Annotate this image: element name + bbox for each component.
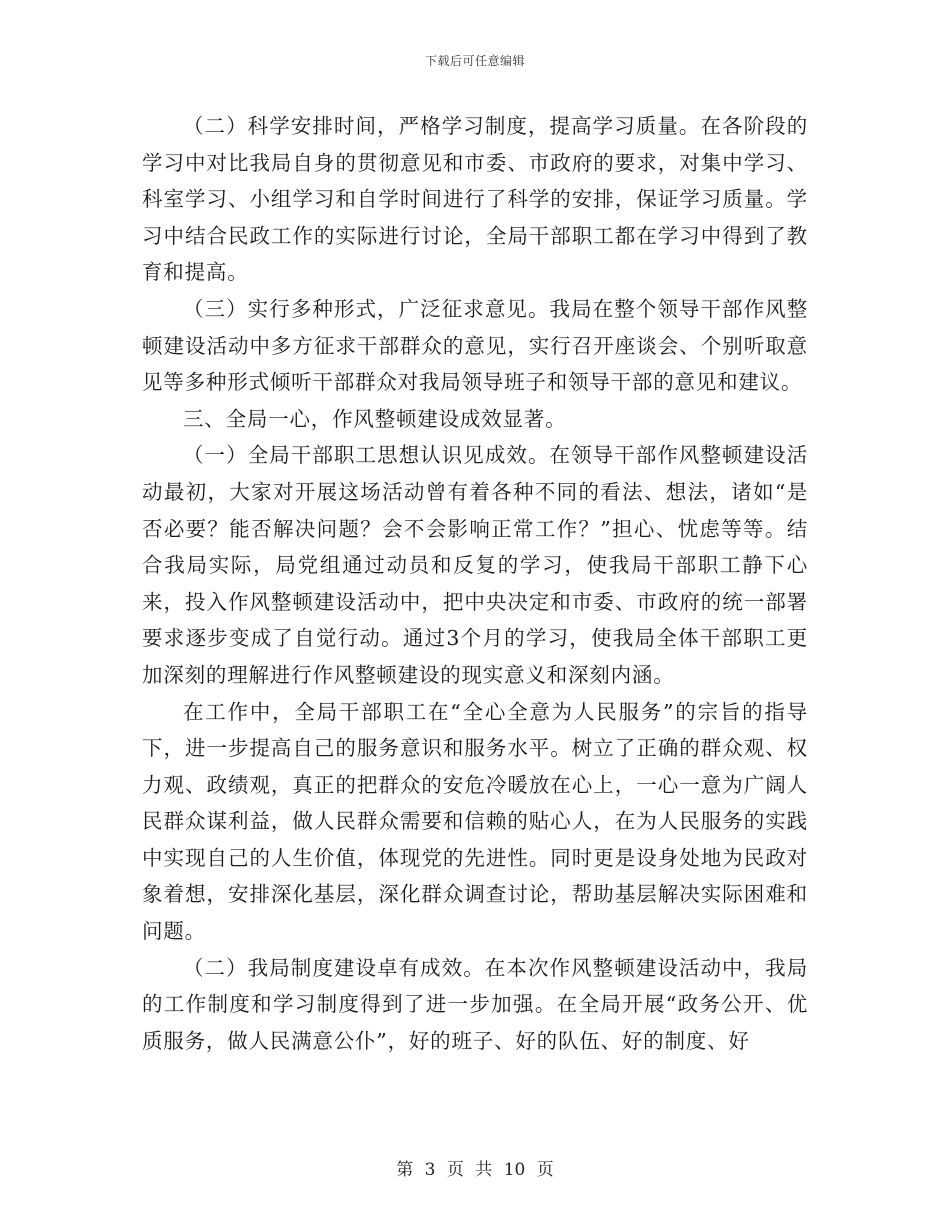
page-number-footer: 第 3 页 共 10 页 (396, 1160, 554, 1180)
paragraph-study-schedule: （二）科学安排时间，严格学习制度，提高学习质量。在各阶段的学习中对比我局自身的贯彻意见和市委、市政府的要求，对集中学习、科室学习、小组学习和自学时间进行了科学的安排，保证学习质量。学习中结合民政工作的实际进行讨论，全局干部职工都在学习中得到了教育和提高。 (142, 114, 808, 285)
paragraph-system-building: （二）我局制度建设卓有成效。在本次作风整顿建设活动中，我局的工作制度和学习制度得到了进一步加强。在全局开展“政务公开、优质服务，做人民满意公仆”，好的班子、好的队伍、好的制度、好 (142, 955, 808, 1053)
paragraph-service-awareness: 在工作中，全局干部职工在“全心全意为人民服务”的宗旨的指导下，进一步提高自己的服务意识和服务水平。树立了正确的群众观、权力观、政绩观，真正的把群众的安危冷暖放在心上，一心一意为广阔人民群众谋利益，做人民群众需要和信赖的贴心人，在为人民服务的实践中实现自己的人生价值，体现党的先进性。同时更是设身处地为民政对象着想，安排深化基层，深化群众调查讨论，帮助基层解决实际困难和问题。 (142, 699, 808, 944)
page-header-note: 下载后可任意编辑 (424, 54, 525, 68)
paragraph-solicit-opinions: （三）实行多种形式，广泛征求意见。我局在整个领导干部作风整顿建设活动中多方征求干部群众的意见，实行召开座谈会、个别听取意见等多种形式倾听干部群众对我局领导班子和领导干部的意见和建议。 (142, 296, 808, 395)
section-heading-results: 三、全局一心，作风整顿建设成效显著。 (183, 406, 567, 431)
paragraph-ideological-results: （一）全局干部职工思想认识见成效。在领导干部作风整顿建设活动最初，大家对开展这场活动曾有着各种不同的看法、想法，诸如“是否必要？能否解决问题？会不会影响正常工作？”担心、忧虑等等。结合我局实际，局党组通过动员和反复的学习，使我局干部职工静下心来，投入作风整顿建设活动中，把中央决定和市委、市政府的统一部署要求逐步变成了自觉行动。通过3个月的学习，使我局全体干部职工更加深刻的理解进行作风整顿建设的现实意义和深刻内涵。 (142, 443, 808, 687)
document-body (142, 108, 808, 1059)
